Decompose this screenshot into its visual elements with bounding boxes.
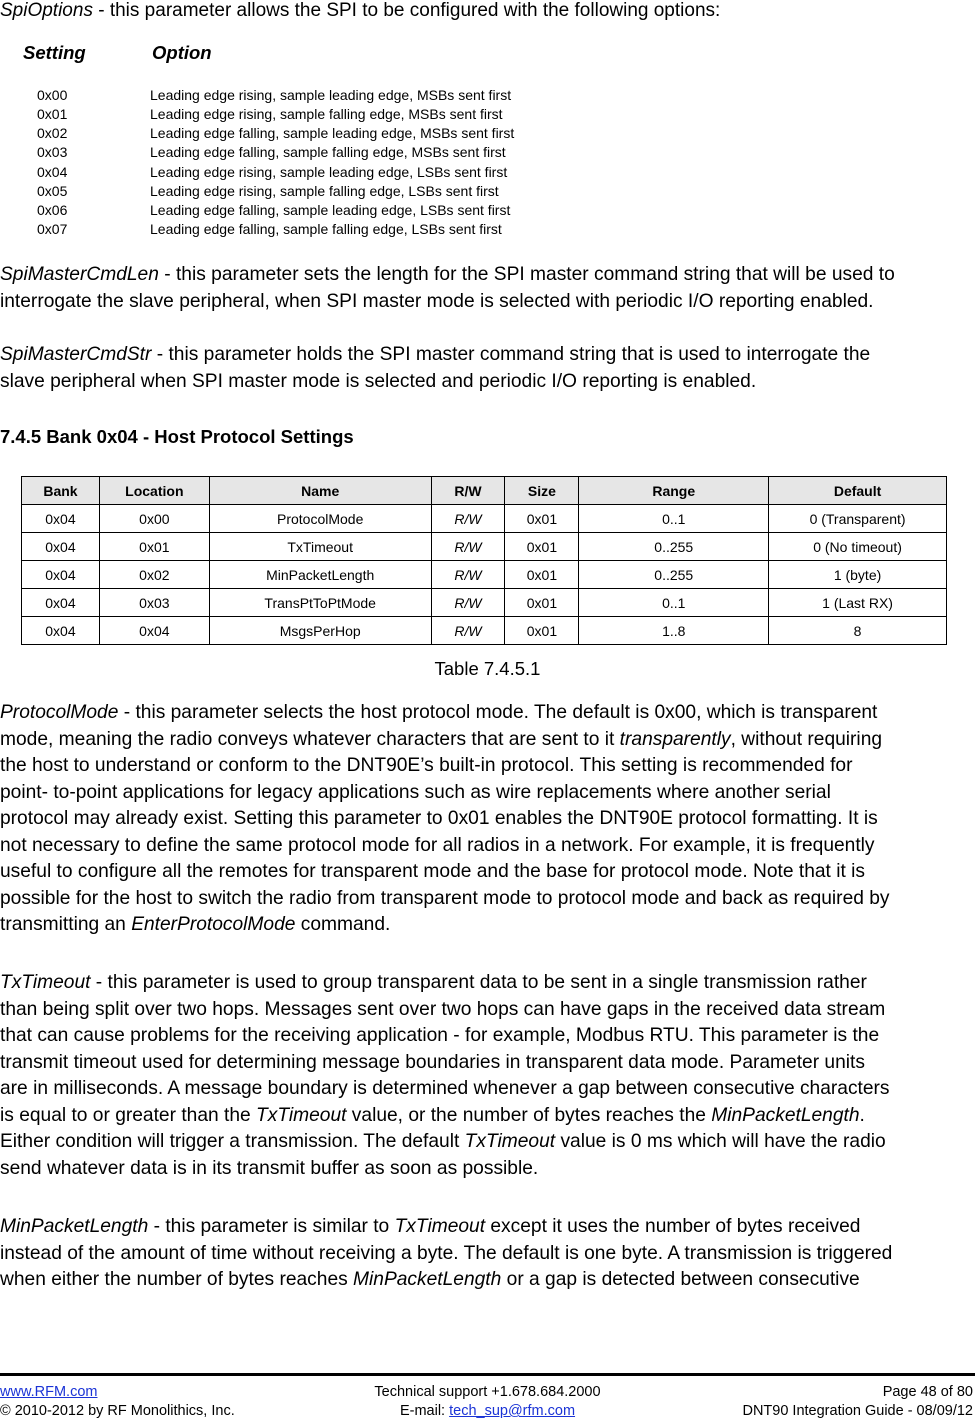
spi-master-cmd-len-term: SpiMasterCmdLen	[0, 264, 159, 285]
cell-default: 8	[769, 617, 947, 645]
cell-bank: 0x04	[22, 589, 100, 617]
paragraph-line: useful to configure all the remotes for transparent mode and the base for protocol mode. Note that it is	[0, 861, 865, 882]
tx-timeout-term: TxTimeout	[0, 972, 91, 993]
spi-options-term: SpiOptions	[0, 0, 93, 21]
header-location: Location	[99, 477, 209, 505]
cell-default: 1 (byte)	[769, 561, 947, 589]
paragraph-line: instead of the amount of time without receiving a byte. The default is one byte. A transmission is triggered	[0, 1242, 893, 1264]
cell-name: ProtocolMode	[209, 505, 431, 533]
cell-rw: R/W	[431, 505, 505, 533]
table-header-row	[22, 477, 947, 505]
paragraph-line: - this parameter sets the length for the SPI master command string that will be used to	[158, 264, 895, 285]
footer-copyright: © 2010-2012 by RF Monolithics, Inc.	[0, 1403, 235, 1419]
paragraph-line: interrogate the slave peripheral, when SPI master mode is selected with periodic I/O reporting enabled.	[0, 290, 874, 312]
cell-size: 0x01	[505, 589, 579, 617]
option-value: Leading edge rising, sample falling edge, LSBs sent first	[150, 183, 499, 199]
cell-location: 0x00	[99, 505, 209, 533]
tx-timeout-paragraph	[0, 970, 890, 1182]
cell-name: MsgsPerHop	[209, 617, 431, 645]
cell-rw: R/W	[431, 617, 505, 645]
cell-default: 0 (Transparent)	[769, 505, 947, 533]
emphasis-text: transparently	[619, 728, 731, 750]
paragraph-line: point- to-point applications for legacy applications such as wire replacements where another serial	[0, 781, 831, 803]
paragraph-line: except it uses the number of bytes received	[485, 1216, 861, 1237]
cell-default: 0 (No timeout)	[769, 533, 947, 561]
paragraph-line: value is 0 ms which will have the radio	[555, 1131, 886, 1152]
cell-location: 0x01	[99, 533, 209, 561]
emphasis-text: MinPacketLength	[711, 1104, 860, 1126]
min-packet-length-term: MinPacketLength	[0, 1216, 149, 1237]
cell-bank: 0x04	[22, 533, 100, 561]
header-rw: R/W	[431, 477, 505, 505]
cell-size: 0x01	[505, 617, 579, 645]
emphasis-text: TxTimeout	[394, 1216, 486, 1237]
option-value: Leading edge falling, sample falling edge, LSBs sent first	[150, 221, 502, 237]
setting-value: 0x00	[37, 87, 68, 103]
footer-page-number: Page 48 of 80	[882, 1384, 973, 1400]
cell-bank: 0x04	[22, 617, 100, 645]
paragraph-line: - this parameter is used to group transparent data to be sent in a single transmission rather	[90, 972, 867, 993]
header-size: Size	[505, 477, 579, 505]
paragraph-line: protocol may already exist. Setting this parameter to 0x01 enables the DNT90E protocol formatting. It is	[0, 808, 878, 829]
spi-master-cmd-len-paragraph	[0, 262, 895, 315]
cell-range: 0..255	[579, 561, 769, 589]
email-label: E-mail:	[399, 1403, 450, 1419]
paragraph-line: not necessary to define the same protocol mode for all radios in a network. For example, it is frequently	[0, 834, 875, 856]
setting-value: 0x03	[37, 144, 68, 160]
setting-value: 0x07	[37, 221, 68, 237]
option-value: Leading edge falling, sample leading edge, MSBs sent first	[150, 125, 515, 141]
cell-rw: R/W	[431, 561, 505, 589]
paragraph-line: are in milliseconds. A message boundary is determined whenever a gap between consecutive characters	[0, 1078, 890, 1099]
cell-default: 1 (Last RX)	[769, 589, 947, 617]
protocol-mode-paragraph	[0, 700, 890, 939]
cell-bank: 0x04	[22, 505, 100, 533]
header-bank: Bank	[22, 477, 100, 505]
table-caption: Table 7.4.5.1	[434, 658, 541, 679]
paragraph-line: when either the number of bytes reaches	[0, 1269, 354, 1290]
emphasis-text: TxTimeout	[256, 1104, 347, 1126]
emphasis-text: MinPacketLength	[353, 1269, 502, 1290]
cell-range: 0..1	[579, 505, 769, 533]
cell-location: 0x02	[99, 561, 209, 589]
footer-guide-title: DNT90 Integration Guide - 08/09/12	[742, 1403, 973, 1419]
option-value: Leading edge rising, sample leading edge, LSBs sent first	[150, 164, 508, 180]
option-value: Leading edge rising, sample leading edge, MSBs sent first	[150, 87, 512, 103]
host-protocol-settings-table	[21, 476, 947, 645]
protocol-mode-term: ProtocolMode	[0, 702, 119, 723]
support-phone: Technical support +1.678.684.2000	[374, 1384, 601, 1400]
spi-master-cmd-str-paragraph	[0, 342, 870, 395]
cell-range: 1..8	[579, 617, 769, 645]
setting-column-header: Setting	[23, 42, 86, 63]
cell-bank: 0x04	[22, 561, 100, 589]
table-row	[22, 505, 947, 533]
paragraph-line: command.	[295, 914, 391, 935]
paragraph-line: transmit timeout used for determining message boundaries in transparent data mode. Parameter units	[0, 1051, 865, 1073]
spi-master-cmd-str-term: SpiMasterCmdStr	[0, 344, 152, 365]
setting-value: 0x02	[37, 125, 68, 141]
emphasis-text: EnterProtocolMode	[131, 914, 296, 935]
paragraph-line: the host to understand or conform to the DNT90E’s built-in protocol. This setting is recommended for	[0, 755, 853, 776]
emphasis-text: TxTimeout	[464, 1131, 556, 1152]
paragraph-line: transmitting an	[0, 914, 132, 935]
setting-value: 0x04	[37, 164, 68, 180]
cell-size: 0x01	[505, 533, 579, 561]
paragraph-line: value, or the number of bytes reaches the	[346, 1104, 712, 1126]
cell-location: 0x03	[99, 589, 209, 617]
option-column-header: Option	[152, 42, 212, 63]
paragraph-line: - this parameter holds the SPI master command string that is used to interrogate the	[151, 344, 871, 365]
paragraph-line: .	[859, 1104, 865, 1126]
paragraph-line: Either condition will trigger a transmission. The default	[0, 1131, 465, 1152]
cell-size: 0x01	[505, 505, 579, 533]
paragraph-line: mode, meaning the radio conveys whatever characters that are sent to it	[0, 728, 620, 750]
paragraph-line: slave peripheral when SPI master mode is selected and periodic I/O reporting is enabled.	[0, 370, 757, 392]
section-heading: 7.4.5 Bank 0x04 - Host Protocol Settings	[0, 426, 354, 447]
footer-divider	[0, 1373, 975, 1376]
table-row	[22, 589, 947, 617]
option-value: Leading edge falling, sample leading edge, LSBs sent first	[150, 202, 511, 218]
paragraph-line: that can cause problems for the receiving application - for example, Modbus RTU. This parameter is the	[0, 1025, 880, 1046]
cell-rw: R/W	[431, 589, 505, 617]
website-link-text[interactable]: www.RFM.com	[0, 1384, 98, 1400]
paragraph-line: - this parameter is similar to	[148, 1216, 395, 1237]
paragraph-line: possible for the host to switch the radio from transparent mode to protocol mode and back as required by	[0, 887, 890, 909]
setting-value: 0x06	[37, 202, 68, 218]
header-range: Range	[579, 477, 769, 505]
paragraph-line: or a gap is detected between consecutive	[501, 1269, 860, 1290]
setting-value: 0x01	[37, 106, 68, 122]
table-row	[22, 561, 947, 589]
paragraph-line: , without requiring	[730, 728, 883, 750]
cell-range: 0..255	[579, 533, 769, 561]
cell-name: TransPtToPtMode	[209, 589, 431, 617]
cell-rw: R/W	[431, 533, 505, 561]
cell-name: TxTimeout	[209, 533, 431, 561]
cell-range: 0..1	[579, 589, 769, 617]
cell-location: 0x04	[99, 617, 209, 645]
table-row	[22, 617, 947, 645]
email-link[interactable]: tech_sup@rfm.com	[449, 1403, 576, 1419]
setting-value: 0x05	[37, 183, 68, 199]
cell-size: 0x01	[505, 561, 579, 589]
spi-options-intro	[0, 0, 720, 24]
option-value: Leading edge rising, sample falling edge, MSBs sent first	[150, 106, 503, 122]
option-value: Leading edge falling, sample falling edge, MSBs sent first	[150, 144, 506, 160]
cell-name: MinPacketLength	[209, 561, 431, 589]
header-default: Default	[769, 477, 947, 505]
paragraph-line: is equal to or greater than the	[0, 1104, 256, 1126]
paragraph-line: - this parameter selects the host protocol mode. The default is 0x00, which is transparent	[118, 702, 878, 723]
paragraph-line: send whatever data is in its transmit buffer as soon as possible.	[0, 1157, 539, 1179]
header-name: Name	[209, 477, 431, 505]
spi-options-desc: - this parameter allows the SPI to be configured with the following options:	[92, 0, 721, 21]
footer-support	[0, 1384, 975, 1400]
paragraph-line: than being split over two hops. Messages sent over two hops can have gaps in the received data stream	[0, 998, 886, 1020]
min-packet-length-paragraph	[0, 1214, 892, 1294]
table-row	[22, 533, 947, 561]
